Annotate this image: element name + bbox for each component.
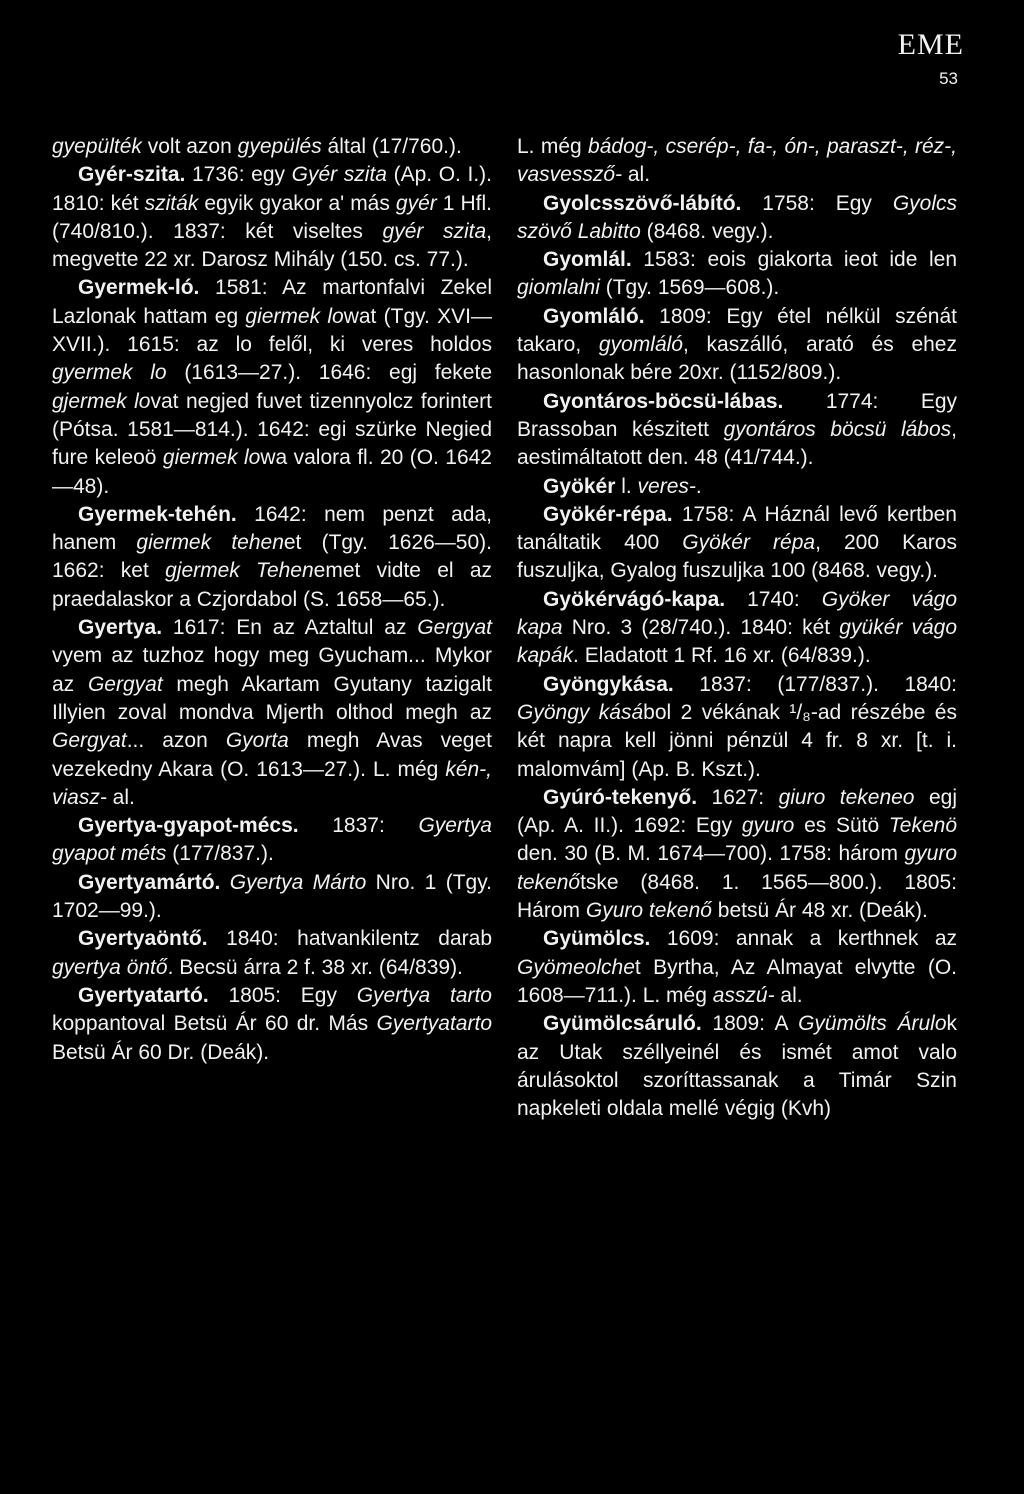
entry-text: megh Akartam Gyutany tazigalt Illyien zoval mondva Mjerth olthod megh az <box>52 672 493 724</box>
entry-text: wat (Tgy. XVI—XVII.). 1615: az lo felől, ki veres holdos <box>52 304 492 357</box>
entry-text: bol 2 vékának ¹/₈-ad részébe és két napra kell jönni pénzül 4 fr. 8 xr. [t. i. malomvám] (Ap. B. Kszt.). <box>517 700 957 781</box>
quoted-form: veres- <box>637 474 696 498</box>
entry-text: es Sütö <box>794 814 889 838</box>
quoted-form: giermek lo <box>162 446 261 470</box>
running-head: EME <box>897 28 964 61</box>
page-number: 53 <box>939 69 958 88</box>
headword: Gyermek-ló. <box>78 276 200 300</box>
entry-text: egyik gyakor a' más <box>198 191 396 215</box>
quoted-form: gyepülték <box>52 135 142 158</box>
entry-text: 1840: hatvankilentz darab <box>207 927 492 951</box>
entry-text: 1758: Egy <box>741 191 893 215</box>
quoted-form: kén-, viasz- <box>52 757 492 809</box>
entry-text: 1627: <box>697 785 779 809</box>
entry-text: 1740: <box>725 587 822 611</box>
entry-text: wa valora fl. 20 (O. 1642—48). <box>52 446 492 498</box>
quoted-form: gyertya öntő <box>52 955 168 979</box>
headword: Gyümölcsáruló. <box>543 1012 702 1036</box>
entry-text: ... azon <box>126 729 226 753</box>
dictionary-entry <box>52 614 492 812</box>
entry-text: al. <box>774 983 803 1007</box>
entry-text: et (Tgy. 1626—50). 1662: ket <box>52 531 492 583</box>
entry-text: den. 30 (B. M. 1674—700). 1758: három <box>517 842 905 866</box>
headword: Gyertyatartó. <box>78 983 209 1007</box>
dictionary-entry <box>52 133 492 161</box>
dictionary-entry <box>517 1010 957 1123</box>
quoted-form: gyontáros böcsü lábos <box>723 417 952 441</box>
entry-text: t Byrtha, Az Almayat elvytte (O. 1608—711.). L. még <box>517 955 957 1007</box>
entry-text: volt azon <box>141 135 238 158</box>
entry-text: k az Utak széllyeinél és ismét amot valo árulásoktol szoríttassanak a Timár Szin napkeleti oldala mellé végig (Kvh) <box>517 1012 957 1121</box>
dictionary-entry <box>52 274 492 500</box>
quoted-form: Gergyat <box>52 729 127 753</box>
entry-text: 1809: A <box>701 1012 799 1036</box>
entry-text: . <box>695 474 702 498</box>
entry-text: 1642: nem penzt ada, hanem <box>52 502 492 555</box>
entry-text: L. még <box>517 135 589 158</box>
entry-text <box>220 871 229 894</box>
quoted-form: gjermek lo <box>52 389 151 413</box>
entry-text: (1613—27.). 1646: egj fekete <box>166 361 492 385</box>
quoted-form: gyuro <box>741 814 795 838</box>
quoted-form: giermek lo <box>245 304 344 328</box>
dictionary-entry <box>52 982 492 1067</box>
entry-text: , megvette 22 xr. Darosz Mihály (150. cs. 77.). <box>52 219 492 272</box>
entry-text: megh Avas veget vezekedny Akara (O. 1613—27.). L. még <box>52 729 492 781</box>
headword: Gyökér <box>543 474 616 498</box>
entry-text: . Becsü árra 2 f. 38 xr. (64/839). <box>167 955 463 979</box>
dictionary-entry <box>517 671 957 784</box>
entry-text: vat negjed fuvet tizennyolcz forintert (Pótsa. 1581—814.). 1642: egi szürke Negied fure keleoö <box>52 389 493 470</box>
entry-text: , kaszálló, arató és ehez hasonlonak bére 20xr. (1152/809.). <box>517 333 957 385</box>
entry-text: 1617: En az Aztaltul az <box>162 616 418 640</box>
quoted-form: gyér szita <box>382 219 487 243</box>
left-column <box>52 133 492 1067</box>
entry-text: Nro. 3 (28/740.). 1840: két <box>562 616 840 640</box>
headword: Gyümölcs. <box>543 927 651 951</box>
headword: Gyomlál. <box>543 248 632 272</box>
entry-text: által (17/760.). <box>321 135 462 158</box>
quoted-form: gyermek lo <box>52 361 167 385</box>
quoted-form: giomlalni <box>517 276 600 300</box>
entry-text: (Ap. O. I.). 1810: két <box>52 163 492 215</box>
quoted-form: bádog-, cserép-, fa-, ón-, paraszt-, réz-, vasvessző- <box>517 135 957 187</box>
dictionary-entry <box>52 501 492 614</box>
entry-text: , 200 Karos fuszuljka, Gyalog fuszuljka 100 (8468. vegy.). <box>517 531 957 583</box>
dictionary-entry <box>517 925 957 1010</box>
quoted-form: gyomláló <box>598 333 683 357</box>
entry-text: Nro. 1 (Tgy. 1702—99.). <box>52 870 492 923</box>
entry-text: 1774: Egy Brassoban készitett <box>517 389 957 441</box>
quoted-form: asszú- <box>712 983 775 1007</box>
entry-text: , aestimáltatott den. 48 (41/744.). <box>517 417 958 470</box>
entry-text: al. <box>622 163 651 187</box>
quoted-form: Gergyat <box>417 616 492 640</box>
dictionary-entry <box>52 161 492 274</box>
quoted-form: gyuro tekenő <box>517 842 957 894</box>
entry-text: l. <box>615 474 638 498</box>
entry-text: (8468. vegy.). <box>640 219 774 243</box>
quoted-form: Gyertyatarto <box>376 1012 492 1036</box>
entry-text: (Tgy. 1569—608.). <box>599 276 780 300</box>
quoted-form: Gyolcs szövő Labitto <box>517 191 957 243</box>
quoted-form: sziták <box>144 191 199 215</box>
quoted-form: giuro tekeneo <box>778 785 915 809</box>
quoted-form: Gyertya tarto <box>356 983 492 1007</box>
dictionary-entry <box>52 812 492 869</box>
entry-text: 1609: annak a kerthnek az <box>650 927 957 951</box>
right-column <box>517 133 957 1123</box>
entry-text: . Eladatott 1 Rf. 16 xr. (64/839.). <box>573 644 871 668</box>
quoted-form: gyükér vágo kapák <box>517 616 958 668</box>
entry-text: 1809: Egy étel nélkül szénát takaro, <box>517 304 957 357</box>
dictionary-entry <box>517 133 957 190</box>
dictionary-entry <box>52 925 492 982</box>
headword: Gyér-szita. <box>78 163 186 187</box>
entry-text: tske (8468. 1. 1565—800.). 1805: Három <box>517 870 957 923</box>
entry-text: 1758: A Háznál levő kertben tanáltatik 400 <box>517 502 957 555</box>
quoted-form: Gyorta <box>225 729 289 753</box>
dictionary-entry <box>517 190 957 247</box>
headword: Gyöngykása. <box>543 672 674 696</box>
headword: Gyolcsszövő-lábító. <box>543 191 742 215</box>
entry-text: betsü Ár 48 xr. (Deák). <box>711 899 928 923</box>
entry-text: 1583: eois giakorta ieot ide len <box>631 248 957 272</box>
quoted-form: gyepülés <box>237 135 322 158</box>
headword: Gyermek-tehén. <box>78 502 237 526</box>
entry-text: koppantoval Betsü Ár 60 dr. Más <box>52 1012 377 1036</box>
dictionary-entry <box>517 473 957 501</box>
entry-text: 1581: Az martonfalvi Zekel Lazlonak hattam eg <box>52 276 492 328</box>
dictionary-entry <box>517 303 957 388</box>
dictionary-entry <box>517 784 957 925</box>
quoted-form: gyér <box>395 191 437 215</box>
quoted-form: Gyertya gyapot méts <box>52 814 492 866</box>
headword: Gyertyamártó. <box>78 870 221 894</box>
entry-text: 1837: (177/837.). 1840: <box>673 672 957 696</box>
dictionary-entry <box>52 869 492 926</box>
entry-text: al. <box>106 785 135 809</box>
headword: Gyertya-gyapot-mécs. <box>78 814 299 838</box>
quoted-form: Gyuro tekenő <box>585 899 712 923</box>
entry-text: (177/837.). <box>166 842 274 866</box>
quoted-form: Gyöngy kásá <box>517 700 644 724</box>
quoted-form: Gyökér répa <box>682 531 816 555</box>
entry-text: 1 Hfl. (740/810.). 1837: két viseltes <box>52 191 493 243</box>
quoted-form: Tekenö <box>888 814 957 838</box>
headword: Gyertyaöntő. <box>78 927 208 951</box>
dictionary-entry <box>517 388 957 473</box>
quoted-form: Gyümölts Árulo <box>798 1012 947 1036</box>
headword: Gyomláló. <box>543 304 645 328</box>
dictionary-entry <box>517 501 957 586</box>
headword: Gyökér-répa. <box>543 502 673 526</box>
entry-text: 1805: Egy <box>208 983 357 1007</box>
entry-text: egj (Ap. A. II.). 1692: Egy <box>517 785 958 838</box>
quoted-form: Gyömeolche <box>517 955 635 979</box>
dictionary-entry <box>517 246 957 303</box>
headword: Gyertya. <box>78 616 163 640</box>
quoted-form: giermek tehen <box>136 531 284 555</box>
entry-text: 1736: egy <box>185 163 292 187</box>
dictionary-entry <box>517 586 957 671</box>
quoted-form: Gyöker vágo kapa <box>517 587 957 640</box>
entry-text: 1837: <box>298 814 419 838</box>
headword: Gyúró-tekenyő. <box>543 785 698 809</box>
quoted-form: gjermek Tehen <box>165 559 314 583</box>
entry-text: Betsü Ár 60 Dr. (Deák). <box>52 1040 270 1064</box>
entry-text: emet vidte el az praedalaskor a Czjordabol (S. 1658—65.). <box>52 559 493 611</box>
headword: Gyontáros-böcsü-lábas. <box>543 389 784 413</box>
quoted-form: Gergyat <box>87 672 163 696</box>
headword: Gyökérvágó-kapa. <box>543 587 726 611</box>
quoted-form: Gyér szita <box>291 163 387 187</box>
entry-text: vyem az tuzhoz hogy meg Gyucham... Mykor az <box>52 644 492 696</box>
quoted-form: Gyertya Márto <box>229 870 367 894</box>
